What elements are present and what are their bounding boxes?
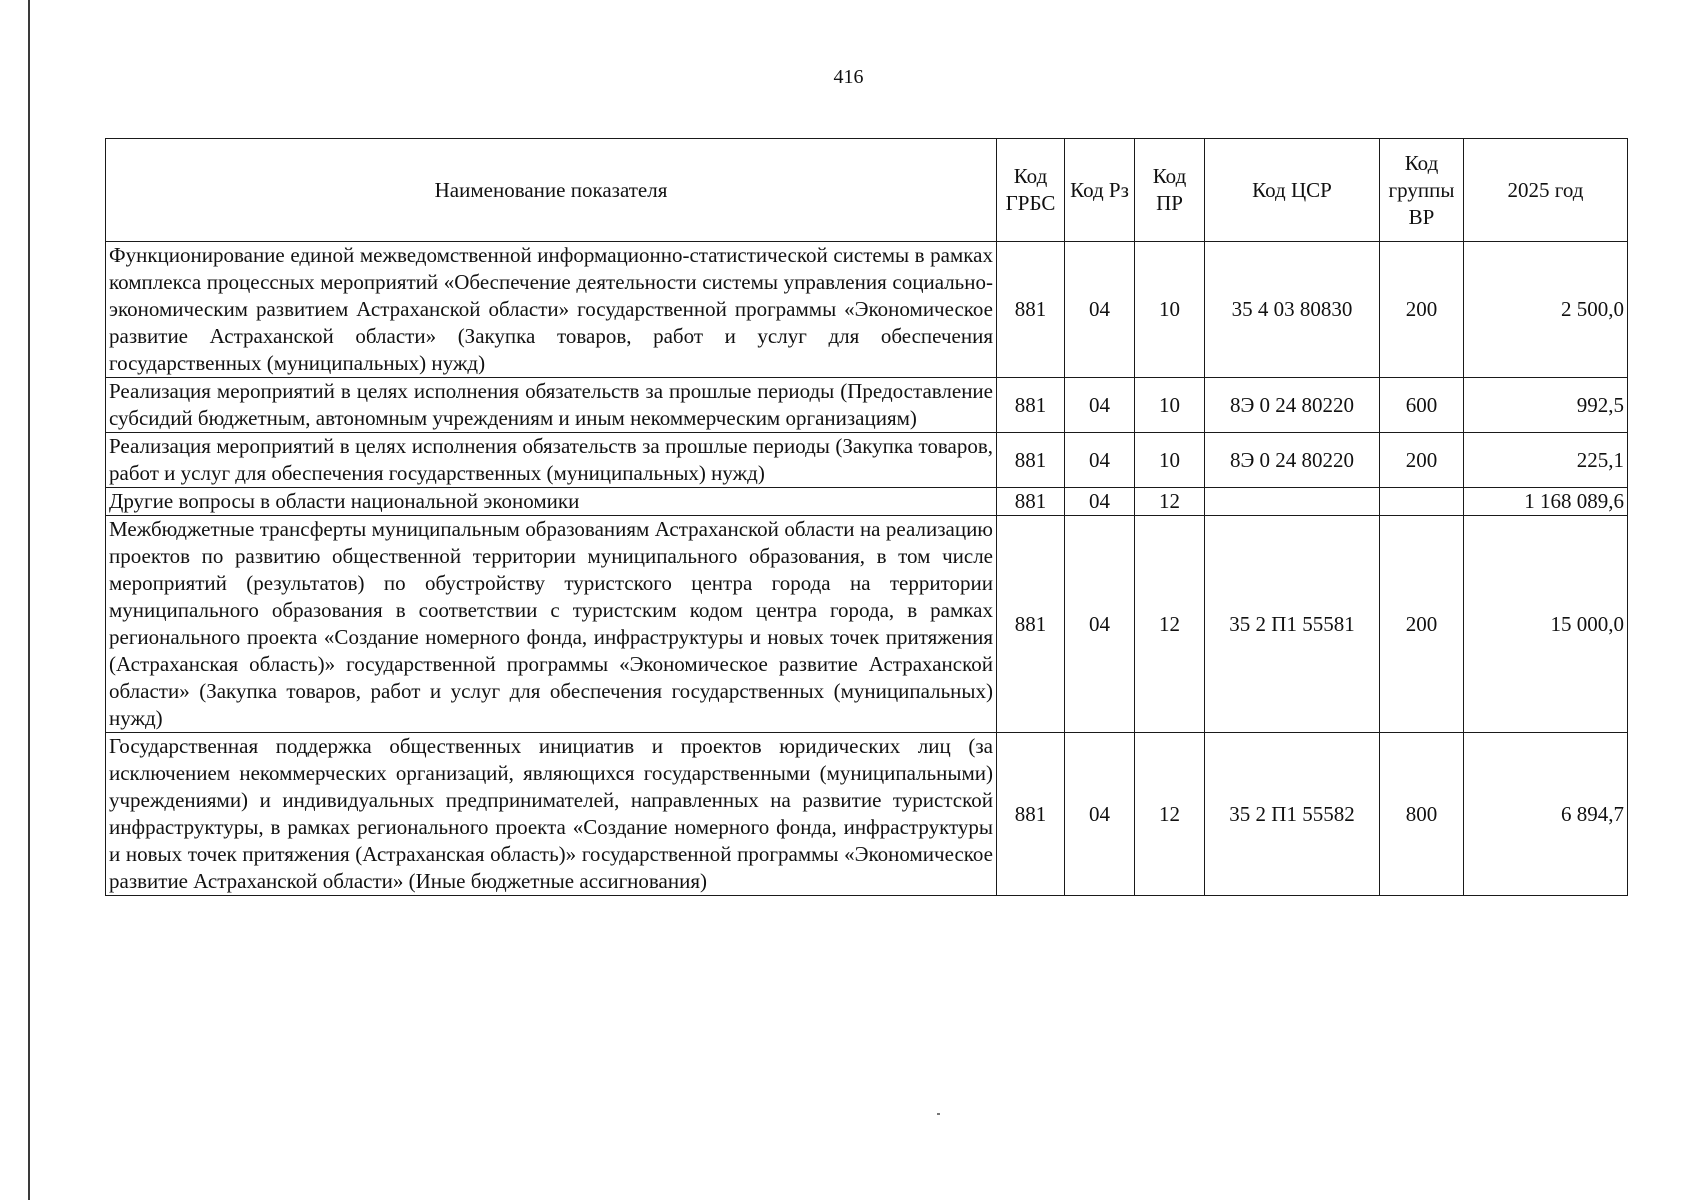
row-csr: 8Э 0 24 80220 (1205, 378, 1380, 433)
row-vr (1380, 488, 1464, 516)
row-grbs: 881 (997, 242, 1065, 378)
row-name: Реализация мероприятий в целях исполнения обязательств за прошлые периоды (Закупка товаров, работ и услуг для обеспечения государственных (муниципальных) нужд) (106, 433, 997, 488)
table-row (106, 378, 1628, 433)
budget-table (105, 138, 1628, 896)
row-pr: 12 (1135, 488, 1205, 516)
row-amount: 992,5 (1464, 378, 1628, 433)
row-csr: 35 2 П1 55581 (1205, 516, 1380, 733)
row-grbs: 881 (997, 516, 1065, 733)
header-vr: Код группы ВР (1380, 139, 1464, 242)
row-rz: 04 (1065, 378, 1135, 433)
table-row (106, 516, 1628, 733)
row-name: Государственная поддержка общественных инициатив и проектов юридических лиц (за исключением некоммерческих организаций, являющихся государственными (муниципальными) учреждениями) и индивидуальных предпринимателей, направленных на развитие туристской инфраструктуры, в рамках регионального проекта «Создание номерного фонда, инфраструктуры и новых точек притяжения (Астраханская область)» государственной программы «Экономическое развитие Астраханской области» (Иные бюджетные ассигнования) (106, 733, 997, 896)
header-rz: Код Рз (1065, 139, 1135, 242)
row-vr: 200 (1380, 242, 1464, 378)
header-year: 2025 год (1464, 139, 1628, 242)
row-name: Другие вопросы в области национальной экономики (106, 488, 997, 516)
binding-line (28, 0, 30, 1200)
row-name: Функционирование единой межведомственной информационно-статистической системы в рамках комплекса процессных мероприятий «Обеспечение деятельности системы управления социально-экономическим развитием Астраханской области» государственной программы «Экономическое развитие Астраханской области» (Закупка товаров, работ и услуг для обеспечения государственных (муниципальных) нужд) (106, 242, 997, 378)
header-pr: Код ПР (1135, 139, 1205, 242)
row-grbs: 881 (997, 433, 1065, 488)
row-csr: 8Э 0 24 80220 (1205, 433, 1380, 488)
table-row (106, 733, 1628, 896)
row-amount: 225,1 (1464, 433, 1628, 488)
row-pr: 10 (1135, 242, 1205, 378)
header-name: Наименование показателя (106, 139, 997, 242)
row-csr (1205, 488, 1380, 516)
page-number: 416 (833, 66, 864, 88)
row-grbs: 881 (997, 488, 1065, 516)
row-rz: 04 (1065, 242, 1135, 378)
row-pr: 12 (1135, 733, 1205, 896)
row-name: Межбюджетные трансферты муниципальным образованиям Астраханской области на реализацию проектов по развитию общественной территории муниципального образования, в том числе мероприятий (результатов) по обустройству туристского центра города на территории муниципального образования в соответствии с туристским кодом центра города, в рамках регионального проекта «Создание номерного фонда, инфраструктуры и новых точек притяжения (Астраханская область)» государственной программы «Экономическое развитие Астраханской области» (Закупка товаров, работ и услуг для обеспечения государственных (муниципальных) нужд) (106, 516, 997, 733)
row-grbs: 881 (997, 378, 1065, 433)
header-grbs: Код ГРБС (997, 139, 1065, 242)
row-csr: 35 2 П1 55582 (1205, 733, 1380, 896)
row-vr: 200 (1380, 433, 1464, 488)
table-row (106, 488, 1628, 516)
row-pr: 12 (1135, 516, 1205, 733)
row-amount: 2 500,0 (1464, 242, 1628, 378)
row-grbs: 881 (997, 733, 1065, 896)
header-csr: Код ЦСР (1205, 139, 1380, 242)
row-rz: 04 (1065, 433, 1135, 488)
row-amount: 6 894,7 (1464, 733, 1628, 896)
row-pr: 10 (1135, 433, 1205, 488)
row-amount: 1 168 089,6 (1464, 488, 1628, 516)
row-pr: 10 (1135, 378, 1205, 433)
row-amount: 15 000,0 (1464, 516, 1628, 733)
row-rz: 04 (1065, 516, 1135, 733)
row-vr: 800 (1380, 733, 1464, 896)
scan-speck (937, 1113, 940, 1115)
row-vr: 600 (1380, 378, 1464, 433)
row-csr: 35 4 03 80830 (1205, 242, 1380, 378)
row-name: Реализация мероприятий в целях исполнения обязательств за прошлые периоды (Предоставление субсидий бюджетным, автономным учреждениям и иным некоммерческим организациям) (106, 378, 997, 433)
row-rz: 04 (1065, 488, 1135, 516)
table-row (106, 433, 1628, 488)
table-row (106, 242, 1628, 378)
row-rz: 04 (1065, 733, 1135, 896)
row-vr: 200 (1380, 516, 1464, 733)
table-header-row (106, 139, 1628, 242)
